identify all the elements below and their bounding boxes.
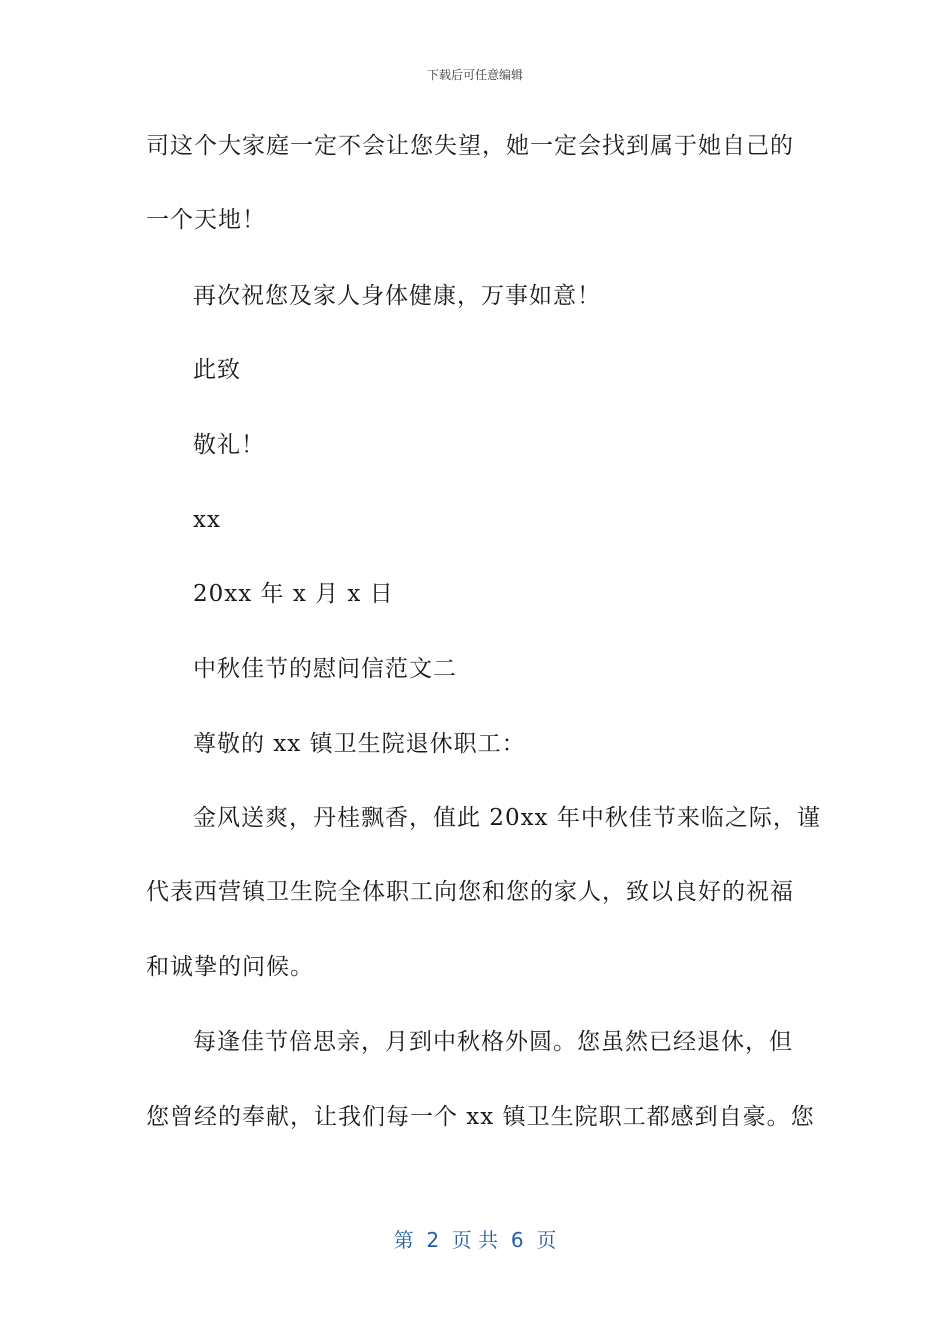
- closing-phrase: 此致: [193, 357, 241, 383]
- signature-date: 20xx 年 x 月 x 日: [193, 581, 394, 607]
- page-number: 第 2 页 共 6 页: [393, 1228, 557, 1252]
- paragraph-line: 您曾经的奉献，让我们每一个 xx 镇卫生院职工都感到自豪。您: [146, 1104, 815, 1130]
- paragraph-line: 司这个大家庭一定不会让您失望，她一定会找到属于她自己的: [146, 133, 794, 159]
- header-note: 下载后可任意编辑: [426, 68, 523, 82]
- paragraph-line: 再次祝您及家人身体健康，万事如意！: [193, 283, 601, 309]
- paragraph-line: 每逢佳节倍思亲，月到中秋格外圆。您虽然已经退休，但: [193, 1029, 793, 1055]
- signature-name: xx: [193, 507, 221, 533]
- greeting-line: 尊敬的 xx 镇卫生院退休职工：: [193, 731, 526, 757]
- closing-salutation: 敬礼！: [193, 432, 265, 458]
- paragraph-line: 和诚挚的问候。: [146, 954, 314, 980]
- paragraph-line: 一个天地！: [146, 207, 266, 233]
- paragraph-line: 金风送爽，丹桂飘香，值此 20xx 年中秋佳节来临之际，谨: [193, 805, 821, 831]
- paragraph-line: 代表西营镇卫生院全体职工向您和您的家人，致以良好的祝福: [146, 879, 794, 905]
- section-title: 中秋佳节的慰问信范文二: [193, 656, 457, 682]
